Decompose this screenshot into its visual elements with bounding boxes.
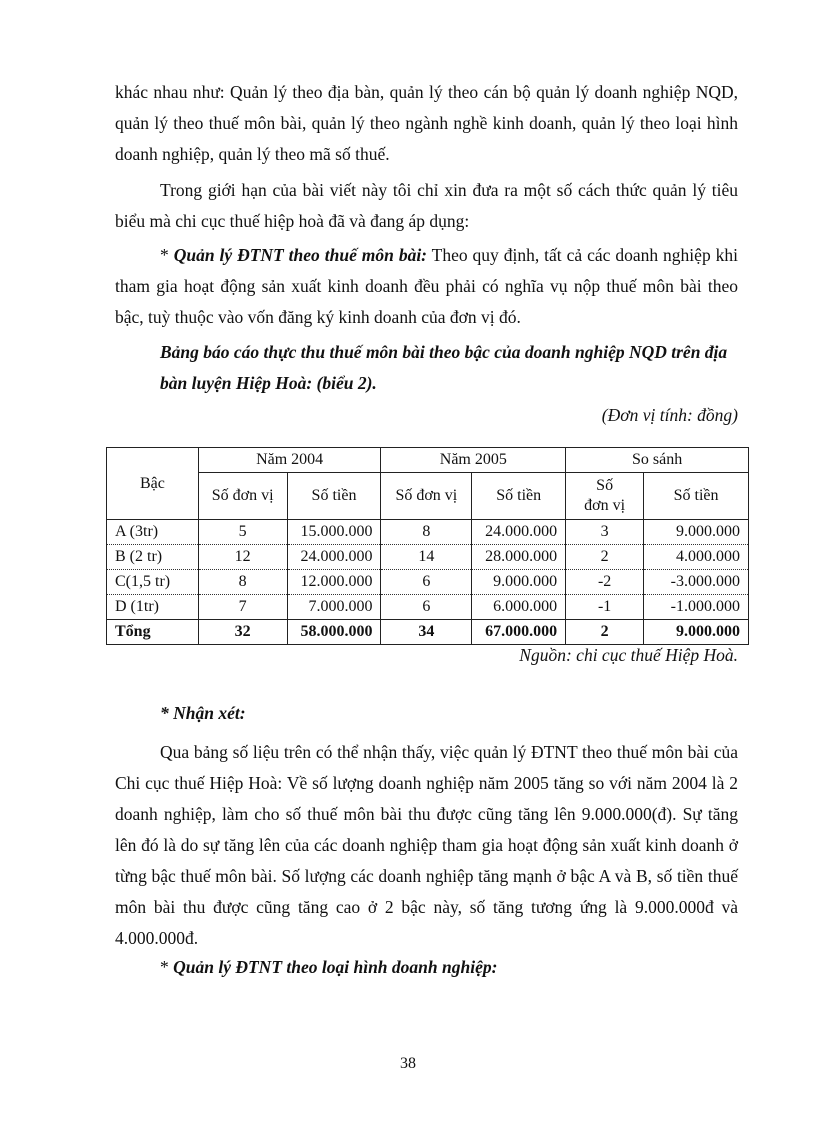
- cell-units-2005: 6: [381, 570, 472, 595]
- paragraph-scope: Trong giới hạn của bài viết này tôi chỉ xin đưa ra một số cách thức quản lý tiêu biểu mà chi cục thuế hiệp hoà đã và đang áp dụng:: [115, 180, 738, 231]
- unit-note: (Đơn vị tính: đồng): [601, 405, 738, 425]
- subheader-amount-2005: Số tiền: [472, 473, 566, 520]
- cell-units-2005: 6: [381, 595, 472, 620]
- paragraph-remark: Qua bảng số liệu trên có thể nhận thấy, việc quản lý ĐTNT theo thuế môn bài của Chi cục thuế Hiệp Hoà: Về số lượng doanh nghiệp năm 2005 tăng so với năm 2004 là 2 doanh nghiệp, làm cho số thuế môn bài thu được cũng tăng lên 9.000.000(đ). Sự tăng lên đó là do sự tăng lên của các doanh nghiệp tham gia hoạt động sản xuất kinh doanh ở từng bậc thuế môn bài. Số lượng các doanh nghiệp tăng mạnh ở bậc A và B, số tiền thuế môn bài thu được cũng tăng cao ở 2 bậc này, số tăng tương ứng là 9.000.000đ và 4.000.000đ.: [115, 742, 738, 948]
- cell-units-2004: 8: [198, 570, 287, 595]
- table-row: [107, 570, 749, 595]
- cell-units-2004: 7: [198, 595, 287, 620]
- subheader-amount-2004: Số tiền: [287, 473, 381, 520]
- cell-amount-2005: 24.000.000: [472, 520, 566, 545]
- cell-units-diff: 3: [566, 520, 644, 545]
- license-tax-table: [106, 447, 749, 645]
- cell-amount-diff: 4.000.000: [644, 545, 749, 570]
- table-caption: Bảng báo cáo thực thu thuế môn bài theo bậc của doanh nghiệp NQD trên địa bàn luyện Hiệp Hoà: (biểu 2).: [160, 342, 728, 393]
- cell-total-amount-diff: 9.000.000: [644, 620, 749, 645]
- next-section-title: Quản lý ĐTNT theo loại hình doanh nghiệp:: [173, 957, 498, 977]
- paragraph-license-tax: [115, 240, 738, 333]
- next-section-heading: [160, 957, 497, 978]
- cell-total-amount-2005: 67.000.000: [472, 620, 566, 645]
- cell-amount-2004: 24.000.000: [287, 545, 381, 570]
- header-2004: Năm 2004: [198, 448, 381, 473]
- cell-units-diff: 2: [566, 545, 644, 570]
- cell-units-2004: 5: [198, 520, 287, 545]
- header-compare: So sánh: [566, 448, 749, 473]
- cell-amount-diff: -3.000.000: [644, 570, 749, 595]
- subheader-units-2004: Số đơn vị: [198, 473, 287, 520]
- bullet-marker: *: [160, 957, 174, 977]
- cell-bac: D (1tr): [107, 595, 199, 620]
- cell-units-diff: -2: [566, 570, 644, 595]
- cell-units-2004: 12: [198, 545, 287, 570]
- bullet-marker: *: [160, 245, 174, 265]
- cell-total-units-2004: 32: [198, 620, 287, 645]
- table-total-row: [107, 620, 749, 645]
- subheader-units-2005: Số đơn vị: [381, 473, 472, 520]
- cell-bac: A (3tr): [107, 520, 199, 545]
- table-row: [107, 545, 749, 570]
- cell-amount-2005: 9.000.000: [472, 570, 566, 595]
- section-lead: Quản lý ĐTNT theo thuế môn bài:: [173, 245, 428, 265]
- cell-amount-2004: 7.000.000: [287, 595, 381, 620]
- cell-amount-2005: 6.000.000: [472, 595, 566, 620]
- header-bac: Bậc: [107, 448, 199, 520]
- paragraph-management-methods: khác nhau như: Quản lý theo địa bàn, quản lý theo cán bộ quản lý doanh nghiệp NQD, quản lý theo thuế môn bài, quản lý theo ngành nghề kinh doanh, quản lý theo loại hình doanh nghiệp, quản lý theo mã số thuế.: [115, 82, 738, 164]
- table-row: [107, 520, 749, 545]
- table-header-row: [107, 448, 749, 473]
- cell-amount-2004: 12.000.000: [287, 570, 381, 595]
- paragraph-body: Theo quy định, tất cả các doanh nghiệp khi tham gia hoạt động sản xuất kinh doanh đều phải có nghĩa vụ nộp thuế môn bài theo bậc, tuỳ thuộc vào vốn đăng ký kinh doanh của đơn vị đó.: [115, 245, 738, 327]
- cell-total-label: Tổng: [107, 620, 199, 645]
- cell-units-2005: 8: [381, 520, 472, 545]
- cell-total-units-2005: 34: [381, 620, 472, 645]
- subheader-amount-compare: Số tiền: [644, 473, 749, 520]
- cell-amount-diff: -1.000.000: [644, 595, 749, 620]
- subheader-units-compare: Số đơn vị: [566, 473, 644, 520]
- cell-bac: C(1,5 tr): [107, 570, 199, 595]
- page-number: 38: [400, 1055, 416, 1072]
- table-subheader-row: [107, 473, 749, 520]
- cell-units-diff: -1: [566, 595, 644, 620]
- cell-amount-2005: 28.000.000: [472, 545, 566, 570]
- cell-units-2005: 14: [381, 545, 472, 570]
- table-source: Nguồn: chi cục thuế Hiệp Hoà.: [519, 645, 738, 665]
- header-2005: Năm 2005: [381, 448, 566, 473]
- remark-heading: * Nhận xét:: [160, 703, 246, 723]
- cell-total-amount-2004: 58.000.000: [287, 620, 381, 645]
- cell-bac: B (2 tr): [107, 545, 199, 570]
- cell-amount-2004: 15.000.000: [287, 520, 381, 545]
- table-row: [107, 595, 749, 620]
- cell-amount-diff: 9.000.000: [644, 520, 749, 545]
- cell-total-units-diff: 2: [566, 620, 644, 645]
